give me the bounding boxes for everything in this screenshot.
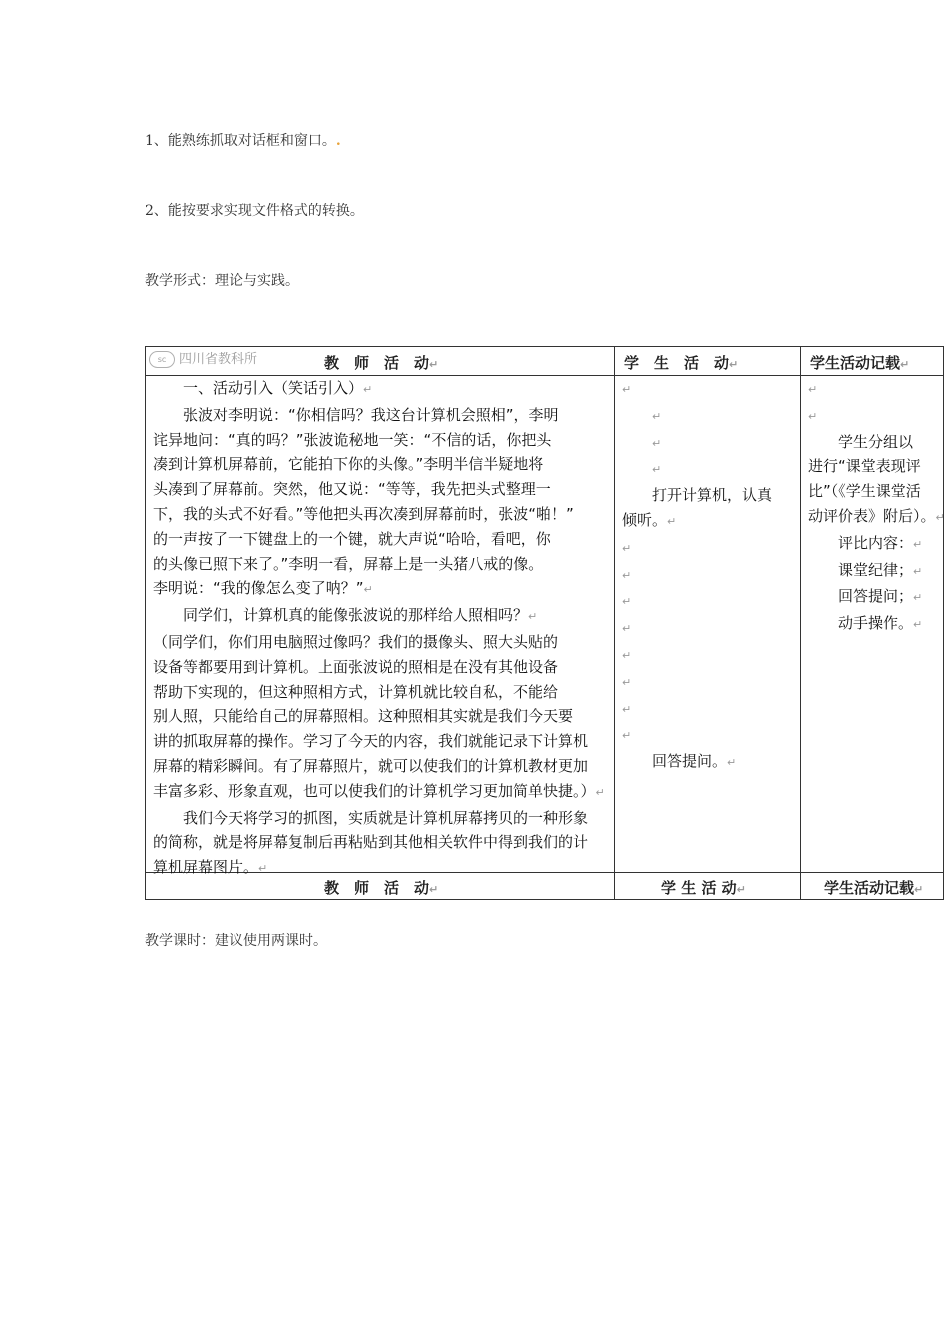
- objective-2: 2、能按要求实现文件格式的转换。: [145, 203, 364, 219]
- teacher-line: 同学们，计算机真的能像张波说的那样给人照相吗？↵: [153, 606, 538, 625]
- student-line: ↵: [622, 595, 632, 609]
- record-line: 回答提问；↵: [808, 587, 923, 606]
- teacher-line: 李明说：“我的像怎么变了呐？”↵: [153, 579, 373, 598]
- teacher-line: 的一声按了一下键盘上的一个键，就大声说“哈哈，看吧，你: [153, 529, 551, 548]
- header-student-activity: 学 生 活 动↵: [624, 354, 739, 372]
- student-line: 倾听。↵: [622, 510, 677, 529]
- student-line: ↵: [622, 541, 632, 555]
- teacher-line: 屏幕的精彩瞬间。有了屏幕照片，就可以使我们的计算机教材更加: [153, 756, 589, 775]
- record-line: 评比内容：↵: [808, 533, 923, 552]
- teacher-line: 一、活动引入（笑话引入）↵: [153, 379, 373, 397]
- student-line: 打开计算机，认真: [622, 486, 773, 505]
- watermark-logo-icon: sc: [149, 351, 175, 368]
- student-line: ↵: [622, 729, 632, 743]
- teacher-line: 张波对李明说：“你相信吗？我这台计算机会照相”，李明: [153, 405, 559, 424]
- record-line: ↵: [808, 409, 818, 423]
- teacher-line: 头凑到了屏幕前。突然，他又说：“等等，我先把头式整理一: [153, 480, 551, 499]
- student-activity-cell: [622, 376, 798, 776]
- activity-table: [145, 346, 944, 900]
- objective-1-mark: .: [335, 133, 341, 149]
- teacher-line: 别人照，只能给自己的屏幕照相。这种照相其实就是我们今天要: [153, 707, 574, 726]
- activity-record-cell: [808, 376, 945, 638]
- student-line: ↵: [622, 622, 632, 636]
- student-line: 回答提问。↵: [622, 752, 737, 771]
- teacher-line: 的简称，就是将屏幕复制后再粘贴到其他相关软件中得到我们的计: [153, 833, 589, 852]
- record-line: 比”（《学生课堂活: [808, 482, 921, 501]
- student-line: ↵: [622, 648, 632, 662]
- student-line: ↵: [652, 463, 662, 477]
- footer-activity-record: 学生活动记载↵: [824, 879, 924, 897]
- column-divider-1: [614, 347, 615, 899]
- teacher-line: 算机屏幕图片。↵: [153, 858, 268, 877]
- header-activity-record: 学生活动记载↵: [810, 354, 910, 372]
- footer-student-activity: 学 生 活 动↵: [661, 879, 746, 897]
- teacher-line: 下，我的头式不好看。”等他把头再次凑到屏幕前时，张波“啪！”: [153, 504, 574, 523]
- objective-1-text: 1、能熟练抓取对话框和窗口。: [145, 133, 336, 149]
- teacher-line: （同学们，你们用电脑照过像吗？我们的摄像头、照大头贴的: [153, 632, 559, 651]
- record-line: 课堂纪律；↵: [808, 560, 923, 579]
- watermark: [149, 348, 257, 368]
- student-line: ↵: [652, 436, 662, 450]
- student-line: ↵: [622, 702, 632, 716]
- teacher-line: 帮助下实现的，但这种照相方式，计算机就比较自私，不能给: [153, 682, 559, 701]
- record-line: 动评价表》附后）。↵: [808, 506, 945, 525]
- column-divider-2: [800, 347, 801, 899]
- header-teacher-activity: 教 师 活 动↵: [324, 354, 439, 372]
- record-line: 进行“课堂表现评: [808, 457, 921, 476]
- student-line: ↵: [622, 675, 632, 689]
- teacher-line: 我们今天将学习的抓图，实质就是计算机屏幕拷贝的一种形象: [153, 808, 589, 827]
- student-line: ↵: [622, 383, 632, 396]
- record-line: 动手操作。↵: [808, 614, 923, 633]
- record-line: 学生分组以: [808, 432, 914, 451]
- teacher-line: 的头像已照下来了。”李明一看，屏幕上是一头猪八戒的像。: [153, 554, 544, 573]
- teacher-line: 设备等都要用到计算机。上面张波说的照相是在没有其他设备: [153, 657, 559, 676]
- student-line: ↵: [622, 568, 632, 582]
- teaching-hours: 教学课时：建议使用两课时。: [145, 933, 327, 949]
- teacher-activity-cell: [153, 376, 613, 882]
- teacher-line: 凑到计算机屏幕前，它能拍下你的头像。”李明半信半疑地将: [153, 455, 544, 474]
- watermark-text: 四川省教科所: [179, 352, 258, 367]
- teacher-line: 丰富多彩、形象直观，也可以使我们的计算机学习更加简单快捷。）↵: [153, 781, 605, 800]
- record-line: ↵: [808, 383, 818, 396]
- teacher-line: 讲的抓取屏幕的操作。学习了今天的内容，我们就能记录下计算机: [153, 732, 589, 751]
- teaching-form: 教学形式：理论与实践。: [145, 273, 299, 289]
- teacher-line: 诧异地问：“真的吗？”张波诡秘地一笑：“不信的话，你把头: [153, 430, 552, 449]
- objective-1: [145, 130, 341, 150]
- student-line: ↵: [652, 409, 662, 423]
- footer-teacher-activity: 教 师 活 动↵: [324, 879, 439, 897]
